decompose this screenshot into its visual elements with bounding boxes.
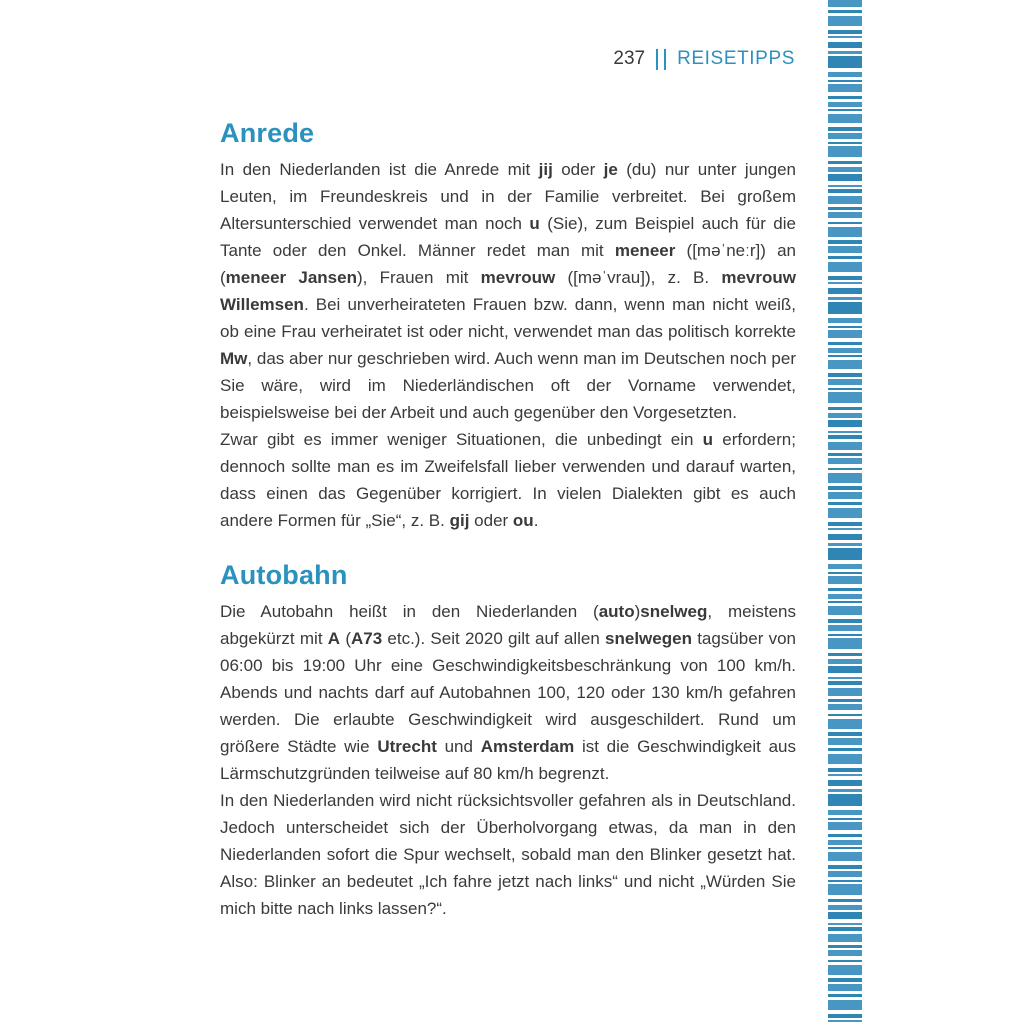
stripe <box>828 212 862 218</box>
stripe <box>828 923 862 925</box>
stripe <box>828 502 862 505</box>
stripe <box>828 453 862 456</box>
bold-term: mevrouw <box>480 268 556 287</box>
stripe <box>828 576 862 584</box>
body-text: , meistens abgekürzt mit <box>220 602 796 648</box>
stripe <box>828 96 862 99</box>
stripe <box>828 42 862 48</box>
stripe <box>828 638 862 649</box>
body-text: ), Frauen mit <box>356 268 481 287</box>
stripe <box>828 528 862 530</box>
body-text: oder <box>469 511 513 530</box>
stripe <box>828 810 862 815</box>
body-text: Zwar gibt es immer weniger Situationen, die unbedingt ein <box>220 430 703 449</box>
section-title-anrede: Anrede <box>220 118 315 148</box>
stripe <box>828 262 862 272</box>
body-text: ist die Geschwindigkeit aus Lärmschutzgründen teilweise auf 80 km/h begrenzt. <box>220 737 796 783</box>
paragraph <box>220 426 796 534</box>
bold-term: meneer Jansen <box>225 268 357 287</box>
section-title-autobahn: Autobahn <box>220 560 348 590</box>
stripe <box>828 719 862 729</box>
stripe <box>828 442 862 450</box>
stripe <box>828 653 862 656</box>
stripe <box>828 1014 862 1018</box>
stripe <box>828 822 862 830</box>
stripe <box>828 834 862 837</box>
stripe <box>828 288 862 294</box>
stripe <box>828 865 862 869</box>
stripe <box>828 950 862 956</box>
bold-term: Utrecht <box>377 737 437 756</box>
stripe <box>828 185 862 187</box>
stripe <box>828 167 862 172</box>
body-text: . Bei unverheirateten Frauen bzw. dann, wenn man nicht weiß, ob eine Frau verheiratet ist oder nicht, verwendet man das politisch korrekte <box>220 295 796 341</box>
body-text: In den Niederlanden wird nicht rücksichtsvoller gefahren als in Deutschland. Jedoch unterscheidet sich der Überholvorgang etwas, da man in den Niederlanden sofort die Spur wechselt, sobald man den Blinker gesetzt hat. Also: Blinker an bedeutet „Ich fahre jetzt nach links“ und nicht „Würden Sie mich bitte nach links lassen?“. <box>220 791 796 918</box>
body-text: ( <box>340 629 351 648</box>
stripe <box>828 246 862 253</box>
bold-term: je <box>603 160 618 179</box>
stripe <box>828 84 862 92</box>
stripe <box>828 871 862 877</box>
stripe <box>828 146 862 157</box>
stripe <box>828 142 862 144</box>
stripe <box>828 548 862 560</box>
body-text: Die Autobahn heißt in den Niederlanden ( <box>220 602 599 621</box>
stripe <box>828 927 862 931</box>
stripe <box>828 407 862 410</box>
stripe <box>828 0 862 7</box>
stripe <box>828 601 862 603</box>
stripe <box>828 978 862 982</box>
stripe <box>828 768 862 772</box>
body-text: ) <box>634 602 641 621</box>
bold-term: gij <box>449 511 470 530</box>
bold-term: Amsterdam <box>480 737 575 756</box>
paragraph <box>220 598 796 787</box>
stripe <box>828 486 862 490</box>
stripe <box>828 852 862 861</box>
running-header-title: REISETIPPS <box>677 48 795 69</box>
stripe <box>828 473 862 483</box>
stripe <box>828 847 862 849</box>
bold-term: A73 <box>350 629 383 648</box>
stripe <box>828 355 862 357</box>
stripe <box>828 1020 862 1022</box>
stripe <box>828 588 862 591</box>
body-text: erfordern; dennoch sollte man es im Zweifelsfall lieber verwenden und darauf warten, dass einen das Gegenüber korrigiert. In vielen Dialekten gibt es auch andere Formen für „Sie“, z. B. <box>220 430 796 530</box>
stripe <box>828 945 862 948</box>
body-text: (Sie), zum Beispiel auch für die Tante oder den Onkel. Männer redet man mit <box>220 214 796 260</box>
stripe <box>828 659 862 664</box>
stripe <box>828 774 862 776</box>
stripe <box>828 392 862 403</box>
stripe <box>828 666 862 673</box>
page-content <box>220 118 796 922</box>
paragraph <box>220 787 796 922</box>
stripe <box>828 196 862 204</box>
stripe <box>828 492 862 499</box>
stripe <box>828 754 862 764</box>
bold-term: A <box>327 629 341 648</box>
stripe <box>828 840 862 845</box>
stripe <box>828 905 862 910</box>
stripe <box>828 780 862 786</box>
stripe <box>828 965 862 975</box>
stripe <box>828 102 862 107</box>
stripe <box>828 282 862 284</box>
stripe <box>828 564 862 569</box>
bold-term: auto <box>598 602 635 621</box>
stripe <box>828 748 862 751</box>
stripe <box>828 899 862 902</box>
body-text: und <box>436 737 481 756</box>
body-text: etc.). Seit 2020 gilt auf allen <box>382 629 606 648</box>
stripe <box>828 458 862 464</box>
body-text: oder <box>552 160 604 179</box>
bold-term: snelwegen <box>605 629 692 648</box>
stripe <box>828 714 862 716</box>
stripe <box>828 880 862 882</box>
stripe <box>828 572 862 574</box>
stripe <box>828 699 862 702</box>
stripe <box>828 435 862 439</box>
stripe <box>828 522 862 526</box>
bold-term: Mw <box>220 349 248 368</box>
stripe <box>828 619 862 623</box>
stripe <box>828 884 862 895</box>
stripe <box>828 302 862 314</box>
page-number: 237 <box>613 48 646 69</box>
section-autobahn <box>220 560 796 922</box>
stripe <box>828 413 862 418</box>
stripe <box>828 240 862 244</box>
stripe <box>828 72 862 77</box>
stripe <box>828 681 862 685</box>
decorative-stripe-bar <box>828 0 862 1024</box>
stripe <box>828 912 862 919</box>
double-bar-divider-icon <box>656 49 666 70</box>
stripe <box>828 994 862 997</box>
body-text: In den Niederlanden ist die Anrede mit <box>220 160 539 179</box>
stripe <box>828 420 862 427</box>
stripe <box>828 543 862 546</box>
stripe <box>828 161 862 164</box>
stripe <box>828 297 862 300</box>
bold-term: u <box>529 214 540 233</box>
stripe <box>828 51 862 54</box>
stripe <box>828 794 862 806</box>
stripe <box>828 276 862 280</box>
stripe <box>828 818 862 820</box>
stripe <box>828 326 862 328</box>
stripe <box>828 227 862 237</box>
stripe <box>828 960 862 962</box>
stripe <box>828 80 862 82</box>
bold-term: ou <box>512 511 534 530</box>
stripe <box>828 704 862 710</box>
stripe <box>828 174 862 181</box>
stripe <box>828 738 862 745</box>
stripe <box>828 508 862 518</box>
body-text: ([məˈneːr]) an ( <box>220 241 796 287</box>
stripe <box>828 56 862 68</box>
stripe <box>828 360 862 369</box>
stripe <box>828 388 862 390</box>
stripe <box>828 36 862 38</box>
bold-term: meneer <box>614 241 676 260</box>
stripe <box>828 133 862 139</box>
stripe <box>828 127 862 131</box>
bold-term: snelweg <box>640 602 708 621</box>
body-text: tagsüber von 06:00 bis 19:00 Uhr eine Geschwindigkeitsbeschränkung von 100 km/h. Abends und nachts darf auf Autobahnen 100, 120 oder 130 km/h gefahren werden. Die erlaubte Geschwindigkeit wird ausgeschildert. Rund um größere Städte wie <box>220 629 796 756</box>
stripe <box>828 342 862 345</box>
body-text: ([məˈvrau]), z. B. <box>555 268 722 287</box>
section-anrede <box>220 118 796 534</box>
stripe <box>828 1000 862 1010</box>
stripe <box>828 732 862 736</box>
body-text: (du) nur unter jungen Leuten, im Freundeskreis und in der Familie verbreitet. Bei großem Altersunterschied verwendet man noch <box>220 160 796 233</box>
stripe <box>828 934 862 942</box>
stripe <box>828 16 862 26</box>
bold-term: u <box>702 430 714 449</box>
stripe <box>828 431 862 433</box>
stripe <box>828 373 862 377</box>
stripe <box>828 318 862 323</box>
paragraph <box>220 156 796 426</box>
stripe <box>828 379 862 385</box>
stripe <box>828 114 862 123</box>
stripe <box>828 468 862 470</box>
stripe <box>828 606 862 615</box>
running-header <box>613 48 795 70</box>
body-text: , das aber nur geschrieben wird. Auch wenn man im Deutschen noch per Sie wäre, wird im Niederländischen oft der Vorname verwendet, beispielsweise bei der Arbeit und auch gegenüber den Vorgesetzten. <box>220 349 796 422</box>
stripe <box>828 594 862 599</box>
stripe <box>828 10 862 13</box>
body-text: . <box>533 511 539 530</box>
bold-term: jij <box>538 160 553 179</box>
stripe <box>828 634 862 636</box>
stripe <box>828 222 862 224</box>
stripe <box>828 348 862 353</box>
stripe <box>828 984 862 991</box>
stripe <box>828 677 862 679</box>
stripe <box>828 789 862 792</box>
stripe <box>828 688 862 696</box>
stripe <box>828 534 862 540</box>
stripe <box>828 256 862 259</box>
stripe <box>828 330 862 338</box>
stripe <box>828 30 862 34</box>
stripe <box>828 109 862 111</box>
stripe <box>828 625 862 631</box>
bold-term: mevrouw Willemsen <box>220 268 796 314</box>
stripe <box>828 207 862 210</box>
stripe <box>828 189 862 193</box>
